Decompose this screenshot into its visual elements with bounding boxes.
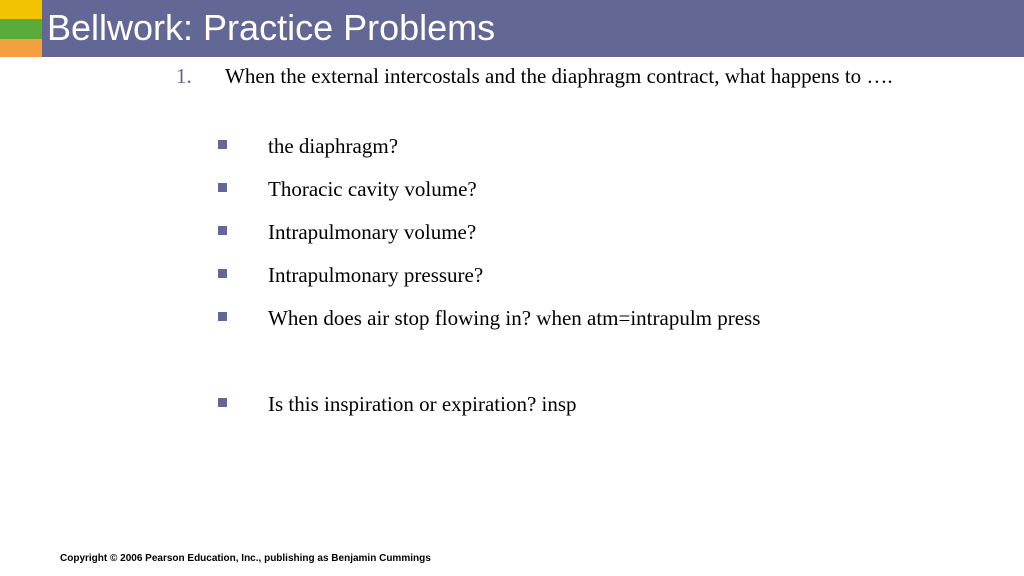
square-bullet-icon — [218, 312, 227, 321]
subitem-intrapulmonary-pressure: Intrapulmonary pressure? — [268, 263, 484, 287]
slide-title: Bellwork: Practice Problems — [47, 7, 496, 48]
subitem-intrapulmonary-volume: Intrapulmonary volume? — [268, 220, 477, 244]
square-bullet-icon — [218, 398, 227, 407]
question-number: 1. — [176, 64, 192, 88]
square-bullet-icon — [218, 269, 227, 278]
square-bullet-icon — [218, 226, 227, 235]
subitem-air-stop: When does air stop flowing in? when atm=intrapulm press — [268, 306, 761, 330]
subitem-diaphragm: the diaphragm? — [268, 134, 399, 158]
question-text: When the external intercostals and the diaphragm contract, what happens to …. — [225, 64, 893, 88]
square-bullet-icon — [218, 183, 227, 192]
square-bullet-icon — [218, 140, 227, 149]
copyright-footer: Copyright © 2006 Pearson Education, Inc., publishing as Benjamin Cummings — [60, 553, 431, 564]
subitem-thoracic-volume: Thoracic cavity volume? — [268, 177, 477, 201]
subitem-inspiration: Is this inspiration or expiration? insp — [268, 392, 577, 416]
